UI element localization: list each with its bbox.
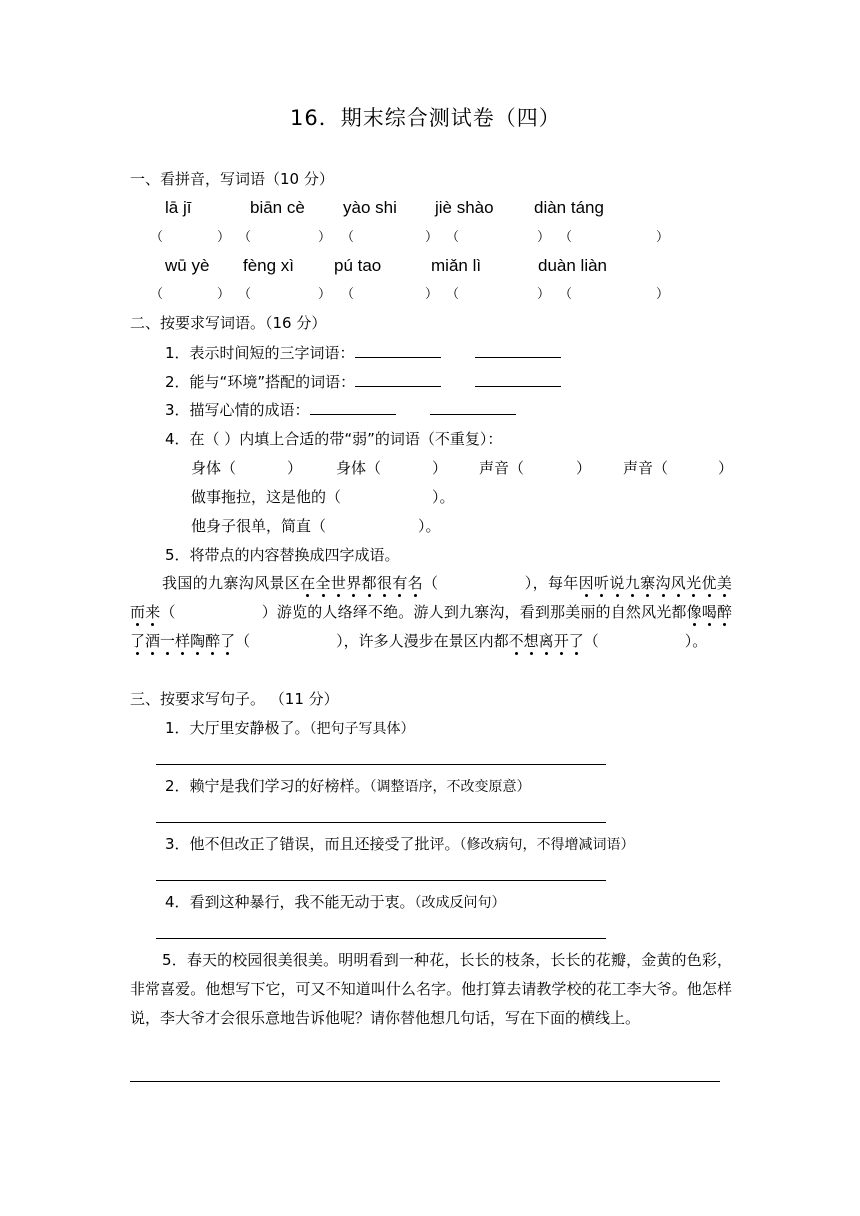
pinyin-item: pú tao xyxy=(334,256,382,275)
sentence-end: ）。 xyxy=(418,517,441,535)
answer-box-left: （ xyxy=(238,230,252,245)
question-2-5: 5．将带点的内容替换成四字成语。 xyxy=(165,546,400,564)
question-text: 1．大厅里安静极了。 xyxy=(165,719,310,737)
answer-box-left: （ xyxy=(446,230,460,245)
answer-box-right: ） xyxy=(217,287,231,302)
passage-text: 我国的九寨沟风景区 xyxy=(162,574,301,592)
answer-line xyxy=(475,372,561,387)
blank-right: ） xyxy=(287,459,303,477)
answer-box-left: （ xyxy=(341,287,355,302)
answer-box-right: ） xyxy=(217,230,231,245)
passage-paragraph xyxy=(130,569,732,656)
answer-line xyxy=(156,822,606,823)
blank-right: ） xyxy=(718,459,734,477)
question-hint: （修改病句，不得增减词语） xyxy=(459,837,635,853)
blank-left: 身体（ xyxy=(191,459,237,477)
pinyin-item: biān cè xyxy=(250,198,305,217)
answer-line xyxy=(130,1081,720,1082)
question-text: 2．能与“环境”搭配的词语： xyxy=(165,373,356,391)
answer-line xyxy=(355,343,441,358)
dotted-phrase: 不想离开了 xyxy=(508,632,584,650)
question-2-2 xyxy=(165,372,561,392)
answer-box-right: ） xyxy=(656,230,670,245)
question-text: 3．描写心情的成语： xyxy=(165,401,310,419)
answer-box-right: ） xyxy=(537,230,551,245)
page-title: 16．期末综合测试卷（四） xyxy=(290,106,561,130)
pinyin-item: diàn táng xyxy=(534,198,604,217)
sentence-text: 做事拖拉，这是他的（ xyxy=(191,488,342,506)
blank-left: （ xyxy=(583,632,599,650)
question-2-3 xyxy=(165,400,516,420)
answer-box-right: ） xyxy=(425,287,439,302)
answer-box-left: （ xyxy=(559,230,573,245)
blank-left: 身体（ xyxy=(336,459,382,477)
section-1-heading: 一、看拼音，写词语（10 分） xyxy=(130,170,334,188)
blank-left: 声音（ xyxy=(623,459,669,477)
answer-box-left: （ xyxy=(559,287,573,302)
section-2-heading: 二、按要求写词语。（16 分） xyxy=(130,314,327,332)
dotted-phrase: 在全世界都很有名 xyxy=(300,574,424,592)
answer-line xyxy=(430,400,516,415)
question-hint: （把句子写具体） xyxy=(309,721,415,737)
blank-right: ） xyxy=(576,459,592,477)
question-3-5: 5．春天的校园很美很美。明明看到一种花，长长的枝条，长长的花瓣，金黄的色彩，非常喜爱。他想写下它，可又不知道叫什么名字。他打算去请教学校的花工李大爷。他怎样说，李大爷才会很乐意地告诉他呢？请你替他想几句话，写在下面的横线上。 xyxy=(130,951,732,1027)
answer-box-right: ） xyxy=(425,230,439,245)
answer-box-left: （ xyxy=(150,230,164,245)
pinyin-item: lā jī xyxy=(165,198,192,217)
passage-text: ）。 xyxy=(684,632,708,650)
answer-box-right: ） xyxy=(318,287,332,302)
answer-line xyxy=(156,880,606,881)
pinyin-item: wū yè xyxy=(165,256,210,275)
passage-text: ）游览的人络绎不绝。游人到九寨沟，看到那美丽的自然风光都 xyxy=(261,603,687,621)
dotted-phrase: 因听说九寨沟风光优美而来 xyxy=(130,574,732,621)
question-2-1 xyxy=(165,343,561,363)
blank-right: ） xyxy=(432,459,448,477)
question-hint: （改成反问句） xyxy=(414,895,506,911)
answer-box-left: （ xyxy=(238,287,252,302)
passage-text: ），许多人漫步在景区内都 xyxy=(336,632,509,650)
sentence-end: ）。 xyxy=(432,488,455,506)
answer-line xyxy=(156,938,606,939)
question-3-3 xyxy=(165,834,635,855)
blank-left: （ xyxy=(235,632,251,650)
answer-line xyxy=(156,764,606,765)
answer-line xyxy=(355,372,441,387)
question-hint: （调整语序，不改变原意） xyxy=(369,779,531,795)
answer-box-left: （ xyxy=(150,287,164,302)
question-text: 3．他不但改正了错误，而且还接受了批评。 xyxy=(165,835,460,853)
question-text: 4．看到这种暴行，我不能无动于衷。 xyxy=(165,893,415,911)
answer-line xyxy=(475,343,561,358)
answer-box-left: （ xyxy=(341,230,355,245)
answer-box-right: ） xyxy=(537,287,551,302)
answer-line xyxy=(310,400,396,415)
question-2-4: 4．在（ ）内填上合适的带“弱”的词语（不重复）： xyxy=(165,430,503,448)
passage-text: ），每年 xyxy=(524,574,579,592)
blank-left: 声音（ xyxy=(479,459,525,477)
question-text: 1．表示时间短的三字词语： xyxy=(165,344,355,362)
pinyin-item: yào shi xyxy=(343,198,397,217)
blank-left: （ xyxy=(423,574,439,592)
sentence-text: 他身子很单，简直（ xyxy=(191,517,327,535)
section-3-heading: 三、按要求写句子。 （11 分） xyxy=(130,690,339,708)
pinyin-item: duàn liàn xyxy=(538,256,608,275)
question-3-2 xyxy=(165,776,531,797)
pinyin-item: jiè shào xyxy=(435,198,494,217)
pinyin-item: fèng xì xyxy=(243,256,295,275)
answer-box-right: ） xyxy=(656,287,670,302)
blank-left: （ xyxy=(160,603,176,621)
dotted-phrase: 像喝醉了酒一样陶醉了 xyxy=(130,603,732,650)
answer-box-left: （ xyxy=(446,287,460,302)
question-text: 2．赖宁是我们学习的好榜样。 xyxy=(165,777,370,795)
pinyin-item: miǎn lì xyxy=(431,256,482,275)
question-3-4 xyxy=(165,892,506,913)
answer-box-right: ） xyxy=(318,230,332,245)
question-3-1 xyxy=(165,718,415,739)
